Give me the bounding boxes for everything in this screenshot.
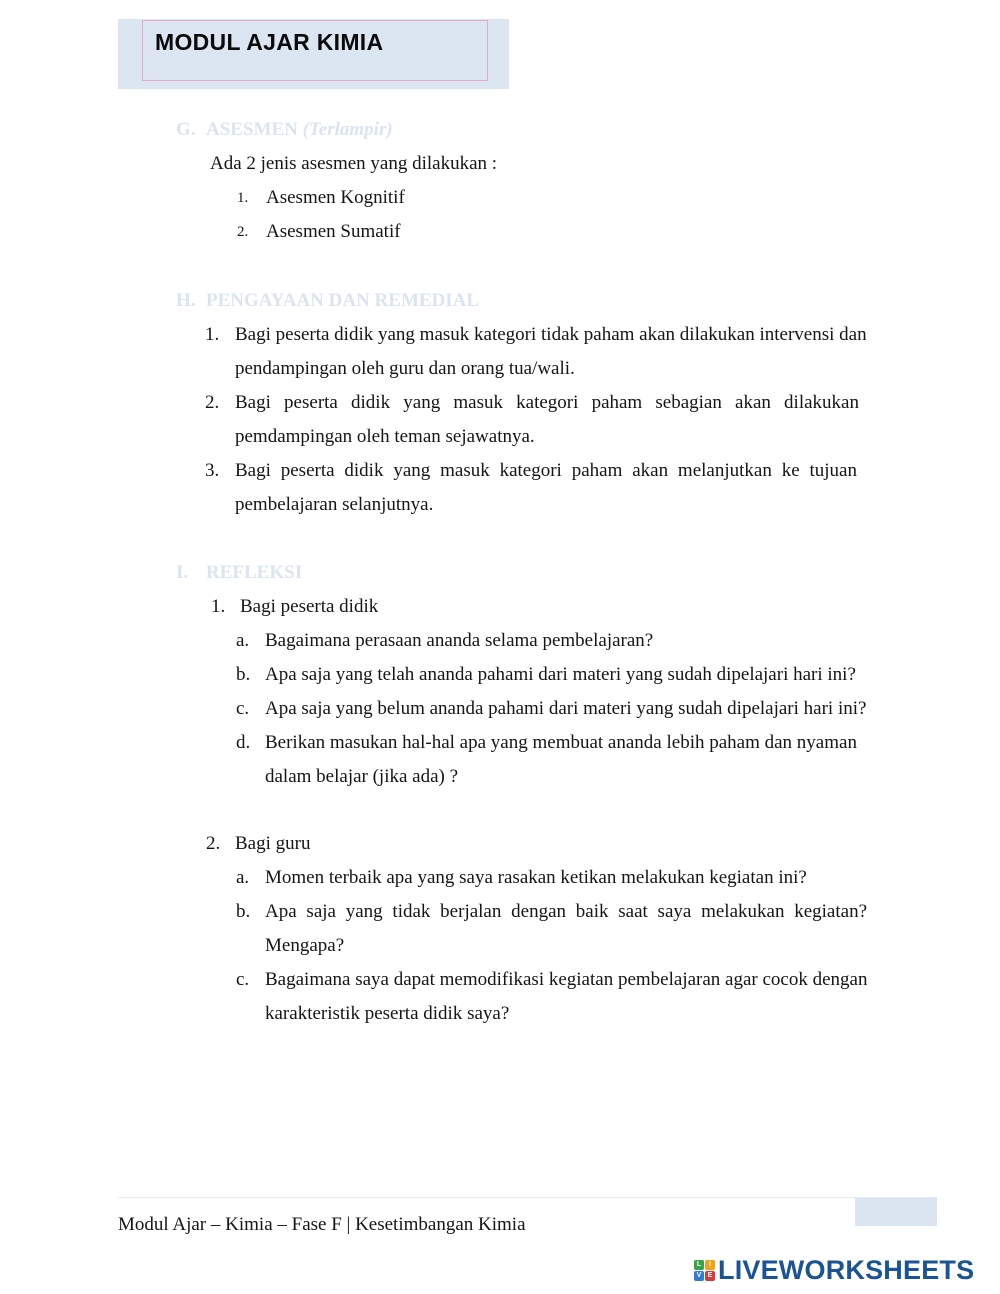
section-g-title: ASESMEN: [206, 119, 298, 140]
liveworksheets-icon: L I V E: [694, 1260, 715, 1281]
section-i-heading: I. REFLEKSI: [176, 562, 303, 583]
list-item-number: 1.: [205, 324, 220, 345]
section-g-intro: Ada 2 jenis asesmen yang dilakukan :: [210, 153, 498, 174]
list-item-letter: d.: [236, 732, 251, 753]
section-h-title: PENGAYAAN DAN REMEDIAL: [206, 290, 480, 311]
list-item: Bagi peserta didik yang masuk kategori paham sebagian akan dilakukan: [235, 392, 859, 413]
list-item-continuation: Mengapa?: [265, 935, 345, 956]
list-item: Asesmen Sumatif: [266, 221, 401, 242]
group-title: Bagi peserta didik: [240, 596, 379, 617]
list-item: Apa saja yang telah ananda pahami dari materi yang sudah dipelajari hari ini?: [265, 664, 856, 685]
section-h-heading: H. PENGAYAAN DAN REMEDIAL: [176, 290, 480, 311]
list-item-letter: c.: [236, 698, 250, 719]
list-item-continuation: pembelajaran selanjutnya.: [235, 494, 434, 515]
group-title: Bagi guru: [235, 833, 311, 854]
list-item-continuation: dalam belajar (jika ada) ?: [265, 766, 459, 787]
list-item-letter: a.: [236, 867, 250, 888]
list-item: Bagi peserta didik yang masuk kategori tidak paham akan dilakukan intervensi dan: [235, 324, 867, 345]
list-item-letter: c.: [236, 969, 250, 990]
section-g-heading: G. ASESMEN (Terlampir): [176, 119, 393, 140]
list-item-number: 2.: [205, 392, 220, 413]
group-number: 2.: [206, 833, 221, 854]
list-item: Berikan masukan hal-hal apa yang membuat ananda lebih paham dan nyaman: [265, 732, 857, 753]
list-item-number: 1.: [237, 190, 249, 206]
list-item: Bagaimana saya dapat memodifikasi kegiatan pembelajaran agar cocok dengan: [265, 969, 868, 990]
list-item: Asesmen Kognitif: [266, 187, 405, 208]
list-item: Bagi peserta didik yang masuk kategori paham akan melanjutkan ke tujuan: [235, 460, 857, 481]
list-item: Apa saja yang tidak berjalan dengan baik saat saya melakukan kegiatan?: [265, 901, 867, 922]
footer-divider: [118, 1197, 937, 1198]
list-item: Apa saja yang belum ananda pahami dari materi yang sudah dipelajari hari ini?: [265, 698, 867, 719]
list-item-continuation: pemdampingan oleh teman sejawatnya.: [235, 426, 535, 447]
list-item-continuation: karakteristik peserta didik saya?: [265, 1003, 510, 1024]
liveworksheets-logo: [694, 1256, 974, 1284]
list-item-letter: b.: [236, 901, 251, 922]
liveworksheets-brand: LIVEWORKSHEETS: [718, 1254, 975, 1285]
list-item-letter: b.: [236, 664, 251, 685]
list-item-number: 2.: [237, 224, 249, 240]
group-number: 1.: [211, 596, 226, 617]
list-item: Momen terbaik apa yang saya rasakan ketikan melakukan kegiatan ini?: [265, 867, 807, 888]
list-item-number: 3.: [205, 460, 220, 481]
section-i-title: REFLEKSI: [206, 562, 303, 583]
list-item-letter: a.: [236, 630, 250, 651]
list-item-continuation: pendampingan oleh guru dan orang tua/wali.: [235, 358, 575, 379]
footer-page-block: [855, 1198, 937, 1226]
page-title: MODUL AJAR KIMIA: [155, 29, 384, 55]
footer-text: Modul Ajar – Kimia – Fase F | Kesetimbangan Kimia: [118, 1214, 526, 1235]
section-g-subtitle: (Terlampir): [302, 119, 393, 140]
list-item: Bagaimana perasaan ananda selama pembelajaran?: [265, 630, 654, 651]
